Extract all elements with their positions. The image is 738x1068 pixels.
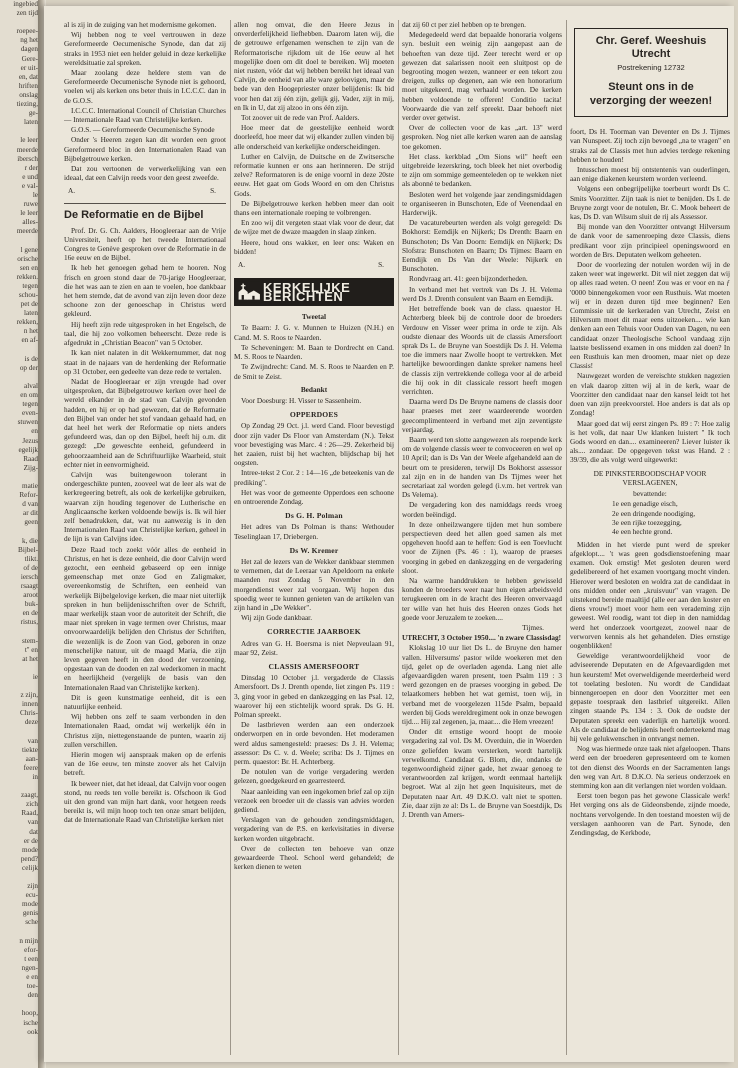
paragraph: De vacaturebeurten werden als volgt geregeld: Ds Bokhorst: Eemdijk en Nijkerk; Ds Drenth: Baarn en Bunschoten; Ds Van Doorn: Eemdijk en Nijkerk; Ds Slofstra: Bunschoten en Baarn; Ds Tijmes: Baarn en Eemdijk en Ds Van der Weele: Nijkerk en Bunschoten. (402, 218, 562, 274)
paragraph: Bij monde van den Voorzitter ontvangt Hilversum de dank voor de samenroeping deze Classis, diens predikant voor zijn principieel openingswoord en worden de Brs. Deputaten welkom geheeten. (570, 222, 730, 259)
margin-fragment: mode (22, 900, 38, 909)
paragraph: Over de collecten ten behoeve van onze gewaardeerde Theol. School werd gehandeld; de kerken dienen te weten (234, 843, 394, 872)
article-dateline: UTRECHT, 3 October 1950.... 'n zware Classisdag! (402, 633, 562, 643)
margin-fragment: dagen (20, 45, 38, 54)
margin-fragment: celijk (22, 863, 38, 872)
margin-fragment (0, 728, 40, 737)
margin-fragment: aroot (23, 591, 38, 600)
margin-fragment: is de (24, 354, 38, 363)
margin-fragment: ie (32, 672, 38, 681)
margin-fragment: hoop, (21, 1009, 38, 1018)
church-logo-icon (234, 278, 263, 306)
margin-fragment: ecu- (25, 891, 38, 900)
margin-fragment (0, 928, 40, 937)
margin-fragment: n mijn (19, 936, 38, 945)
margin-fragment: onslag (19, 90, 38, 99)
paragraph: Na warme handdrukken te hebben gewisseld konden de broeders weer naar hun eigen arbeidsveld terugkeeren om in de kracht des Heeren onvervaagd ter wille van het huis des Heeren onzes Gods het goede voor Jeruzalem te zoeken.... (402, 575, 562, 622)
margin-fragment (0, 682, 40, 691)
margin-fragment: r der (24, 163, 38, 172)
margin-fragment: Raad (23, 454, 38, 463)
paragraph: Naar aanleiding van een ingekomen brief zal op zijn verzoek een broeder uit de classis van advies worden gediend. (234, 786, 394, 815)
signature (64, 183, 226, 198)
paragraph: Eerst toen begon pas het gewone Classicale werk! Het verging ons als de Gideonsbende, zijnde moede, nochtans vervolgende. In den toestand moesten wij de verslagen aanhooren van de Part. Synode, den Zendingsdag, de Kerkbode, (570, 791, 730, 838)
ad-title: Chr. Geref. Weeshuis (595, 35, 707, 47)
margin-fragment: stuwen (17, 418, 38, 427)
paragraph: Rondvraag art. 41: geen bijzonderheden. (409, 274, 528, 284)
subheading: Ds G. H. Polman (285, 511, 343, 521)
sermon-point: 4e een hechte grond. (612, 527, 673, 537)
margin-fragment: den (27, 991, 38, 1000)
margin-fragment: laten (24, 118, 38, 127)
paragraph: Medegedeeld werd dat bepaalde honoraria volgens syn. besluit een weinig zijn aangepast aan de behoeften van deze tijd. Zeer terecht werd er op gewezen dat salarissen nooit een sluitpost op de begrooting mogen wezen, wanneer er een tekort zou dreigen, zulks op degenen, aan wie een honorarium moet uitgekeerd, mag verhaald worden. De kerken hebben voldoende te offeren! Conditio tacita! Voorwaarde die van zelf spreekt. Daar behoeft niet verder over getwist. (402, 30, 562, 123)
margin-fragment: tiezing, (16, 100, 38, 109)
column-2 (234, 20, 394, 1060)
margin-fragment: tegen (22, 400, 38, 409)
paragraph: Adres van G. H. Boersma is niet Nepveulaan 91, maar 92, Zeist. (234, 638, 394, 657)
paragraph: Luther en Calvijn, de Duitsche en de Zwitsersche reformatie kunnen er ons aan herinneren. De strijd zelve? Reformatoren is de enige voornl in deze 20ste eeuw. Het gaat om Gods Woord en om den Christus Gods. (234, 151, 394, 198)
paragraph: Wij zijn Gode dankbaar. (241, 613, 313, 623)
margin-fragment: hriften (18, 81, 38, 90)
margin-fragment: en de (22, 609, 38, 618)
margin-fragment: geen (24, 518, 38, 527)
margin-fragment: ar dit (23, 509, 38, 518)
margin-fragment: le leer (20, 209, 38, 218)
margin-fragment (0, 346, 40, 355)
paragraph: allen nog omvat, die den Heere Jezus in onverderfelijkheid liefhebben. Daarom laten wij, die de getrouwe erfgenamen wenschen te zijn van de Reformatorische rijkdom uit de 16e eeuw al het mogelijke doen om dit doel te bereiken. Wij moeten niet rusten, vóór dat wij hebben bereikt het ideaal van Calvijn, de eenheid van alle ware geloovigen, maar de bede van den Hoogepriester onzer belijdenis: Ik bid voor hen dat zij één zijn, gelijk gij, Vader, zijt in mij, en Ik in U, dat zij alzoo in ons één zijn. (234, 20, 394, 112)
paragraph: Te Baarn: J. G. v. Munnen te Huizen (N.H.) en Cand. M. S. Roos te Naarden. (234, 323, 394, 342)
sermon-point: 1e een genadige eisch, (612, 499, 678, 509)
paragraph: Wij hebben ons zelf te saam verbonden in den Internationalen Raad, omdat wij werkelijk één in Christus zijn, niettegenstaande de punten, waarin zij zullen verschillen. (64, 712, 226, 749)
margin-fragment: rekken, (16, 318, 38, 327)
paragraph: Ik beweer niet, dat het ideaal, dat Calvijn voor oogen stond, nu reeds ten volle bereikt is. Ofschoon ik God uit den grond van mijn hart dank, voor hetgeen reeds bereikt is, wil mijn hoop toch ten onze smart belijden, dat de Internationale Raad van Christelijke kerken niet (64, 778, 226, 825)
margin-fragment: orische (17, 254, 38, 263)
margin-fragment: Gere- (21, 54, 38, 63)
paragraph: Maar goed dat wij eerst zingen Ps. 89 : 7: Hoe zalig is het volk, dat naar Uw klanken luistert " Ik toch Gods woord en dan.... examineeren? Liever luister ik als.... zondaar. De opgegeven tekst was Hand. 2 : 39/39, die als volgt werd uitgewerkt: (570, 418, 730, 465)
paragraph: Op Zondag 29 Oct. j.l. werd Cand. Floor bevestigd door zijn vader Ds Floor van Amsterdam (N.). Tekst voor bevestiging was Marc. 4 : 26—29. Zekerheid bij het zaaien, ruist bij het wachten, blijdschap bij het oogsten. (234, 421, 394, 468)
paragraph: Tot zoover uit de rede van Prof. Aalders. (241, 113, 360, 123)
subheading: Tweetal (301, 312, 327, 322)
paragraph: Over de collecten voor de kas „art. 13" werd gesproken. Nog niet alle kerken waren aan de aanslag toe gekomen. (402, 123, 562, 151)
margin-fragment: schou- (18, 291, 38, 299)
paragraph: Ik heb het genoegen gehad hem te hooren. Nog frisch en groen stond daar de 70-jarige Hoogleeraar, die het was aan te zien en aan te voelen, hoe dankbaar het hem stemde, dat de avond van zijn leven door deze schoone zon der genoeschap in Christus werd gekleurd. (64, 263, 226, 319)
margin-fragment (0, 18, 40, 27)
paragraph: Verslagen van de gehouden zendingsmiddagen, vergadering van de P.S. en kerkvisitaties in diverse kerken worden uitgebracht. (234, 815, 394, 843)
margin-fragment: Jezus (22, 436, 38, 445)
margin-fragment: zijn (27, 882, 38, 891)
signature-s: S. (210, 186, 216, 196)
paragraph: Het betreffende boek van de class. quaestor H. Achterberg bleek bij de controle door de broeders Verdouw en Visser weer prima in orde te zijn. Als oudste dienaar des Woords uit de classis Amersfoort sprak Ds L. de Bruyne van Soestdijk Ds J. H. Velema toe die immers naar Zwolle hoopt te vertrekken. Met hartelijke bewoordingen dankte spreker namens heel de classis zijn vertrekkende collega voor al de arbeid die hij ook in dit classicale ressort heeft mogen verrichten. (402, 304, 562, 396)
subheading: OPPERDOES (289, 410, 339, 420)
paragraph: Het class. kerkblad „Om Sions wil" heeft een uitgebreide lezerskring, toch bleek het niet overbodig te zijn om sommige gemeenteleden op te wekken niet als abonné te bedanken. (402, 151, 562, 189)
margin-fragment: ng het (20, 36, 38, 45)
margin-fragment: rekken. (16, 272, 38, 281)
margin-fragment: tlikt. (24, 554, 38, 563)
subheading: Ds W. Kremer (289, 545, 339, 555)
sermon-points (570, 499, 730, 537)
margin-fragment: d van (22, 500, 38, 509)
margin-fragment: aan- (25, 754, 38, 763)
margin-fragment: matie (22, 481, 38, 490)
paragraph: Klokslag 10 uur liet Ds L. de Bruyne den hamer vallen. Hilversums' pastor wilde woekeren met den tijd, gelet op de overladen agenda. Lang niet alle afgevaardigden waren present, toen Psalm 119 : 3 werd gezongen en de praeses voorging in gebed. De telaatkomers hebben het wat gemist, toen wij, in verband met de voorgelezen 115de Psalm, bepaald werden bij Gods wereldregiment ook in onze bewogen tijd.... Hij zal zegenen, ja, maar.... die Hem vreezen! (402, 643, 562, 727)
margin-fragment: efor- (24, 945, 38, 954)
margin-fragment (0, 664, 40, 673)
margin-fragment: van (27, 818, 38, 827)
margin-fragment: er uit- (20, 63, 38, 72)
paragraph: Intree-tekst 2 Cor. 2 : 14—16 „de beteekenis van de prediking". (234, 468, 394, 487)
margin-fragment: e val- (21, 181, 38, 190)
article-heading: De Reformatie en de Bijbel (64, 203, 226, 222)
paragraph: Intusschen moest bij ontstentenis van ouderlingen, aan enige diakenen keurstem worden verleend. (570, 165, 730, 184)
margin-fragment: meerde (16, 145, 38, 154)
margin-fragment: roepee- (16, 27, 38, 36)
column-1 (64, 20, 226, 1060)
paragraph: Prof. Dr. G. Ch. Aalders, Hoogleeraar aan de Vrije Universiteit, heeft op het tweede Internationaal Congres te Genève gesproken over de Reformatie in de 16e eeuw en de Bijbel. (64, 225, 226, 263)
margin-fragment: genis (22, 909, 38, 918)
margin-fragment: zich (26, 800, 38, 809)
column-4 (570, 20, 730, 1060)
paragraph: Dit is geen kunstmatige eenheid, dit is een natuurlijke eenheid. (64, 692, 226, 712)
margin-fragment: ge- (28, 109, 38, 118)
margin-fragment (0, 1000, 40, 1009)
margin-fragment: deze (24, 718, 38, 727)
paragraph: De vergadering kon des namiddags reeds vroeg worden beëindigd. (402, 500, 562, 519)
margin-fragment (0, 236, 40, 245)
paragraph: Deze Raad toch zoekt vóór alles de eenheid in Christus, en het is deze eenheid, die door Calvijn werd gezocht, een eenheid gebaseerd op een innige gemeenschap met onze God en Zaligmaker, overeenkomstig de Schriften, een eenheid van werkelijk Bijbelgelovige kerken, die maar niet uiterlijk spreken in hun belijdenisschriften over de Schrift, maar werkelijk staan voor de autoriteit der Schrift, die maar niet spreken in vage termen over Christus, maar onvoorwaardelijk belijden den Christus der Schriften, die wezenlijk is de Zoon van God, geboren in onze menschelijke natuur, uit de maagd Maria, die zijn leven gegeven heeft in den dood der verzoening, opgestaan van de dooden en zal wederkomen in macht en heerlijkheid (vergelijk de basis van den Internationalen Raad van Christelijke kerken). (64, 544, 226, 692)
column-rule (230, 20, 231, 1055)
paragraph: al is zij in de zuiging van het modernisme gekomen. (64, 20, 217, 29)
margin-fragment: e en (26, 973, 38, 982)
margin-fragment: rsaagt (20, 582, 38, 590)
margin-fragment: zaagt, (21, 791, 38, 800)
paragraph: De lastbrieven werden aan een onderzoek onderworpen en in orde bevonden. Het moderamen werd aldus samengesteld: praeses: Ds J. H. Velema; assessor: Ds C. v. d. Weele; scriba: Ds J. Tijmes en perm. quaestor: Br. H. Achterberg. (234, 720, 394, 767)
margin-fragment (0, 873, 40, 882)
paragraph: I.C.C.C. International Council of Christian Churches — Internationale Raad van Christelijke kerken. (64, 105, 226, 125)
sermon-point: 2e een dringende noodiging, (612, 508, 696, 518)
paragraph: dat zij 60 ct per ziel hebben op te brengen. (402, 20, 526, 29)
paragraph: En zoo wij dit vergeten staat vlak voor de deur, dat de wijze met de dwaze maagden in slaap zinken. (234, 218, 394, 237)
margin-fragment: alles- (22, 218, 38, 227)
paragraph: In deze onheilzwangere tijden met hun sombere perspectieven deed het allen goed samen als met opgeheven hoofd aan te heffen: God is een Toevlucht voor de Zijnen (Ps. 46 : 1), waarop de praeses voorging in gebed en dankzegging en de vergadering sloot. (402, 519, 562, 575)
margin-fragment: mode (22, 845, 38, 854)
margin-fragment: le leer (20, 136, 38, 145)
paragraph: Hij heeft zijn rede uitgesproken in het Engelsch, de taal, die hij zoo volkomen beheerscht. Deze rede is afgedrukt in „Christian Beacon" van 5 October. (64, 319, 226, 348)
margin-fragment: ngen- (21, 963, 38, 972)
paragraph: De Bijbelgetrouwe kerken hebben meer dan ooit thans een internationale roeping te volbrengen. (234, 198, 394, 218)
ad-city: Utrecht (631, 48, 671, 60)
margin-fragment: at het (22, 654, 38, 663)
margin-fragment (0, 782, 40, 791)
margin-fragment (0, 127, 40, 136)
margin-fragment: Chris- (20, 709, 38, 718)
paragraph: Wij hebben nog te veel vertrouwen in deze Gereformeerde Oecumenische Synode, dan dat zij straks in 1953 niet een helder geluid in deze kerkelijke wereldsituatie zal spreken. (64, 30, 226, 67)
paragraph: Calvijn was buitengewoon tolerant in ondergeschikte punten, zooveel wat de leer als wat de kerkregeering betreft, als ook de kerkelijke gebruiken, waarvan zijn houding tegenover de Lutherische en Anglicaansche kerken voldoende bewijs is. Ik wil hier zelf benadrukken, dat, wat nu aanwezig is in den Internationalen Raad van Christelijke kerken, geheel in de lijn is van Calvijns idee. (64, 469, 226, 544)
newspaper-page (44, 6, 734, 1062)
margin-fragment: en om (20, 391, 38, 400)
paragraph: Te Scheveningen: M. Baan te Dordrecht en Cand. M. S. Roos te Naarden. (234, 342, 394, 362)
margin-fragment: sen en (19, 263, 38, 272)
margin-fragment: stem- (22, 636, 38, 645)
paragraph: Dat zou vertoonen de verwerkelijking van een ideaal, dat een Calvijn reeds voor den geest zweefde. (64, 164, 226, 183)
paragraph: Het was voor de gemeente Opperdoes een schoone en ontroerende Zondag. (234, 487, 394, 506)
margin-fragment (0, 627, 40, 636)
margin-fragment: feere (23, 763, 38, 772)
margin-fragment: sche (25, 918, 38, 927)
margin-fragment: meerde (16, 227, 38, 236)
ad-giro: Postrekening 12732 (617, 63, 685, 72)
paragraph: foort, Ds H. Toorman van Deventer en Ds J. Tijmes van Nunspeet. Zij toch zijn bevoegd „na te vragen" en straks zal de Classis met hun advies terdege rekening hebben te houden! (570, 127, 730, 164)
orphanage-advertisement (574, 28, 728, 117)
margin-fragment: ibersch (17, 154, 38, 163)
margin-fragment: Raad, (21, 809, 38, 818)
subheading: CORRECTIE JAARBOEK (267, 627, 361, 637)
margin-fragment: t een (24, 954, 38, 963)
paragraph: Ik kan niet nalaten in dit Wekkernummer, dat nog staat in de najaars van de herdenking der Reformatie op 31 October, een gedeelte van deze rede te vertalen. (64, 348, 226, 376)
margin-fragment: van (27, 736, 38, 745)
margin-fragment: innen (22, 700, 38, 709)
ad-call: Steunt ons in de (608, 81, 694, 94)
margin-fragment: Refor- (19, 491, 38, 500)
margin-fragment: pend? (20, 854, 38, 863)
paragraph: Hoe meer dat de geestelijke eenheid wordt doorleefd, hoe meer dat wij elkander zullen vinden bij alle onderscheid van kerkelijke onderscheidingen. (234, 123, 394, 151)
margin-fragment: ingebied (13, 0, 38, 8)
margin-fragment: tiekte (22, 745, 38, 754)
signature-a: A. (238, 260, 246, 270)
previous-page-margin (0, 0, 40, 1068)
margin-fragment: alval (24, 381, 38, 390)
margin-fragment: ruwe (23, 200, 38, 209)
paragraph: Daarna werd Ds De Bruyne namens de classis door haar praeses met zeer waardeerende woorden geecomplimenteerd in verband met zijn zeventigste verjaardag. (402, 397, 562, 434)
column-3 (402, 20, 562, 1060)
margin-fragment: tegen (22, 281, 38, 290)
margin-fragment: dat (29, 827, 38, 836)
margin-fragment: n het (23, 327, 38, 336)
paragraph: Heere, houd ons wakker, en leer ons: Waken en bidden! (234, 237, 394, 256)
signature: Tijmes. (522, 623, 544, 632)
margin-fragment (0, 527, 40, 536)
paragraph: Voor Doesburg: H. Visser te Sassenheim. (241, 395, 362, 405)
margin-fragment: le (32, 190, 38, 199)
paragraph: Dinsdag 10 October j.l. vergaderde de Classis Amersfoort. Ds J. Drenth opende, liet zingen Ps. 119 : 3, ging voor in gebed en dankzegging en las Psal. 12, waarover hij een stichtelijk woord sprak. Ds G. H. Polman spreekt. (234, 673, 394, 719)
margin-fragment: l gene (20, 245, 38, 254)
margin-fragment: in (32, 772, 38, 781)
column-rule (398, 20, 399, 1055)
margin-fragment: toe- (26, 982, 38, 991)
margin-fragment: pet de (20, 300, 38, 309)
sermon-subtitle: bevattende: (633, 488, 667, 498)
margin-fragment: Zijg- (23, 463, 38, 472)
paragraph: De notulen van de vorige vergadering werden gelezen, goedgekeurd en gearresteerd. (234, 767, 394, 786)
signature-s: S. (378, 260, 384, 270)
paragraph: Baarn werd ten slotte aangewezen als roepende kerk om de volgende classis weer te convoceeren en wel op 10 April; dan is Ds Van der Weele afgehandeld aan de beurt om te presideren, terwijl Ds Bokhorst assessor zal zijn en in de handen van Ds Tijmes weer het secretariaat zal worden gelegd (i.v.m. het vertrek van Ds Velema). (402, 434, 562, 500)
paragraph: Maar zoolang deze heldere stem van de Gereformeerde Oecumenische Synode niet is gehoord, voelen wij als kerken ons beter thuis in I.C.C.C. dan in de G.O.S. (64, 68, 226, 105)
paragraph: Hierin mogen wij aanspraak maken op de erfenis van de 16e eeuw, ten minste zoover als het Calvijn betreft. (64, 750, 226, 778)
margin-fragment: e und (22, 172, 38, 181)
paragraph: Besloten werd het volgende jaar zendingsmiddagen te organiseeren in Bunschoten, Ede of Veenendaal en Harderwijk. (402, 189, 562, 218)
margin-fragment: t'' en (24, 645, 38, 654)
paragraph: Volgens een onbegrijpelijke toerbeurt wordt Ds C. Smits Voorzitter. Zijn taak is niet te benijden. Ds I. de Bruyne zorgt voor de notulen, Br. C. Mook beheert de kas, Ds D. van Wilsum sluit de rij als Assessor. (570, 184, 730, 222)
margin-fragment: z zijn, (20, 691, 38, 700)
paragraph: Nauwgezet worden de vereischte stukken nagezien en vlak daarop zitten wij al in de kerk, waar de Voorzitter den candidaat naar den kansel leidt tot het doen van zijn preekvoorstel. Hoe anders is dat als op Zondag! (570, 371, 730, 418)
margin-fragment: ook (27, 1027, 38, 1036)
paragraph: Midden in het vierde punt werd de spreker afgeklopt.... 't was geen godsdienstoefening maar examen. Ook ernstig! Met gesloten deuren werd gedelibereerd of het examen voortgang mocht vinden. Hierover werd besloten en woldra zat de candidaat in ons midden onder een „kruisvuur" van vragen. De uitstekend bereide maaltijd (alle eer aan den koster en diens vrouw!) moet voor hem een verademing zijn geweest. Wel roodig, want tot diep in den namiddag werd het onderzoek voortgezet, zoowel naar de verworven kennis als het gehandelen. Dies ernstige oogenblikken! (570, 539, 730, 650)
paragraph: G.O.S. — Gereformeerde Oecumenische Synode (71, 125, 215, 135)
margin-fragment: of de (23, 563, 38, 572)
margin-fragment: en (31, 427, 38, 436)
paragraph: Geweldige verantwoordelijkheid voor de adviseerende Deputaten en de Afgevaardigden met hun keurstem! Met overweldigende meerderheid werd tot toelating besloten. Nu wordt de Candidaat binnengeroepen en door den Voorzitter met een gepaste toespraak den lastbrief uitgereikt. Allen zingen staande Ps. 134 : 3. Ook de oudste der Deputaten spreekt een vaderlijk en hartelijk woord. Als de candidaat de belijdenis heeft onderteekend mag hij vele gelukwenschen in ontvangst nemen. (570, 651, 730, 744)
sermon-title: DE PINKSTERBOODSCHAP VOOR VERSLAGENEN, (593, 468, 707, 487)
margin-fragment: ristus, (20, 618, 38, 627)
signature-a: A. (68, 186, 76, 196)
margin-fragment: ische (23, 1018, 38, 1027)
section-banner (234, 278, 394, 306)
margin-fragment (0, 373, 40, 382)
paragraph: Door de voorlezing der notulen worden wij in de zaken weer wat ingewerkt. Dit wil niet zeggen dat wij op alles raad weten. O neen! Zou was er voor en na ƒ '0000 binnengekomen voor een Rusthuis. Wat moeten wij er in dezen duren tijd mee beginnen? Een Commissie uit de kerkeraden van Utrecht, Zeist en Hilversum moet dit maar eens uitzoeken.... wie kan denken aan een Tehuis voor Ouden van Dagen, nu een candidaat onzer Theologische School vandaag zijn laatste beslissend examen in ons midden zal doen? In een Rusthuis kan men droomen, maar niet op deze Classis! (570, 260, 730, 371)
signature (234, 257, 394, 272)
paragraph: In verband met het vertrek van Ds J. H. Velema werd Ds J. Drenth consulent van Baarn en Eemdijk. (402, 284, 562, 303)
margin-fragment: iersch (20, 572, 38, 581)
margin-fragment: en, dat (18, 72, 38, 81)
subheading: Bedankt (300, 384, 328, 394)
paragraph: Nog was hiermede onze taak niet afgeloopen. Thans werd een der broederen gepresenteerd om te komen tot den dienst des Woords en der Sacramenten langs den weg van Art. 8 D.K.O. Na serieus onderzoek en stemming kon aan dit verlangen niet worden voldaan. (570, 744, 730, 791)
sermon-point: 3e een rijke toezegging, (612, 517, 682, 527)
margin-fragment: er de (23, 836, 38, 845)
banner-title: KERKELIJKE BERICHTEN (262, 280, 351, 305)
margin-fragment: even- (22, 409, 38, 418)
paragraph: Het zal de lezers van de Wekker dankbaar stemmen te vernemen, dat de Leeraar van Apeldoorn na enkele maanden rust Zondag 5 November in den morgendienst weer zal voorgaan. Wij hopen dus spoedig weer te kunnen genieten van de artikelen van zijn hand in „De Wekker". (234, 556, 394, 612)
subheading: CLASSIS AMERSFOORT (268, 661, 360, 671)
paragraph: Onder dit ernstige woord hoopt de mooie vergadering zal vol. Ds M. Overduin, die in Woerden onze geliefden kwam versterken, wordt hartelijk verwelkomd. Candidaat G. Blom, die, ondanks de tegenwoordigheid zijner gade, het zwaar genoeg te verantwoorden zal krijgen, wordt eenmaal hartelijk begroet. Wat al zijn het geen Inquisiteurs, met de Deputaten naar Art. 49 D.K.O. valt niet te spotten. Zie, daar zijn ze al: Ds L. de Bruyne van Soestdijk, Ds J. Drenth van Amers- (402, 727, 562, 820)
margin-fragment: op der (19, 363, 38, 372)
margin-fragment: egelijk (18, 445, 38, 454)
paragraph: Onder 's Heeren zegen kan dit worden een groot Gereformeerd bloc in den Internationalen Raad van Bijbelgetrouwe kerken. (64, 135, 226, 163)
paragraph: Nadat de Hoogleeraar er zijn vreugde had over uitgesproken, dat Bijbelgetrouwe kerken over heel de wereld elkander in de stad van Calvijn gevonden hadden, en hij er op had gewezen, dat de Reformatie den Bijbel van onder het stof vandaan gehaald had, en dat heel het werk der Reformatie op niets anders gefundeerd was, dan op den Bijbel, heeft hij o.m. dit gezegd: „De geweschte eenheid, gefundeerd in gehoorzaamheid aan de Schriftuurlijke Waarheid, stuit echter niet in eenvormigheid. (64, 376, 226, 469)
margin-fragment: zen tijd (16, 9, 38, 18)
margin-fragment: en af- (21, 336, 38, 345)
margin-fragment: laten (24, 309, 38, 318)
ad-call: verzorging der weezen! (589, 95, 713, 108)
column-rule (566, 20, 567, 1055)
margin-fragment: Bijbel- (18, 545, 38, 554)
margin-fragment: k, die (22, 536, 38, 545)
margin-fragment (0, 473, 40, 482)
paragraph: Het adres van Ds Polman is thans: Wethouder Teselinglaan 17, Driebergen. (234, 522, 394, 541)
margin-fragment: buk- (24, 600, 38, 609)
paragraph: Te Zwijndrecht: Cand. M. S. Roos te Naarden en P. de Smit te Zeist. (234, 362, 394, 381)
